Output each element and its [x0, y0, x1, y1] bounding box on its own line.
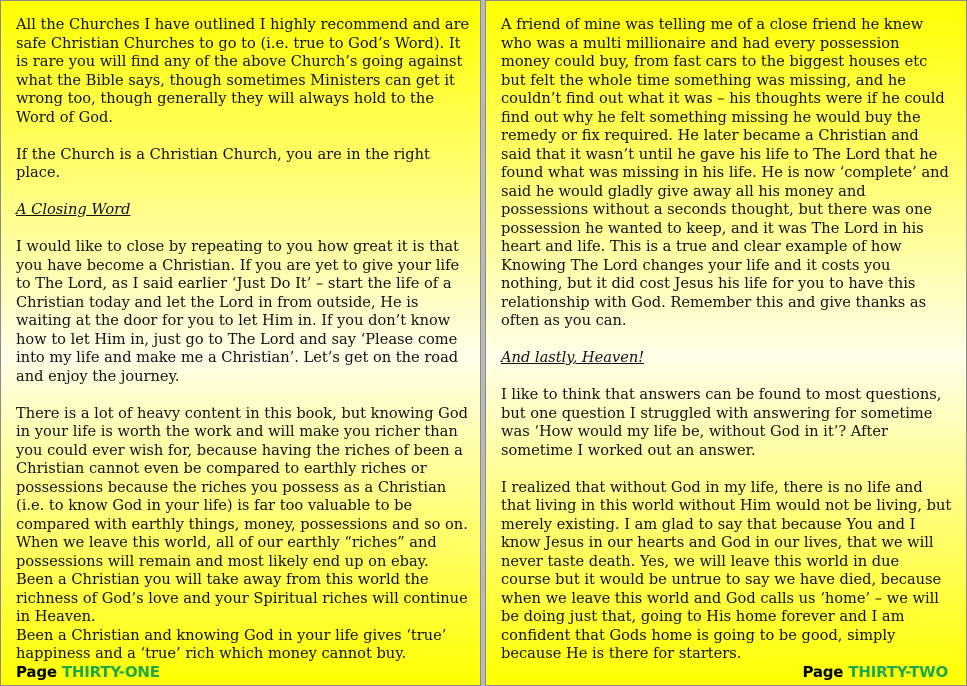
right-page	[485, 0, 967, 686]
right-page-text	[501, 16, 952, 682]
paragraph: Been a Christian and knowing God in your life gives ‘true’ happiness and a ‘true’ rich which money cannot buy.	[16, 626, 447, 662]
paragraph: I realized that without God in my life, there is no life and that living in this world without Him would not be living, but merely existing. I am glad to say that because You and I know Jesus in our hearts and God in our lives, that we will never taste death. Yes, we will leave this world in due course but it would be untrue to say we have died, because when we leave this world and God calls us ‘home’ – we will be doing just that, going to His home forever and I am confident that Gods home is going to be good, simply because He is there for starters.	[501, 478, 952, 662]
page-label: Page	[802, 663, 844, 681]
paragraph: All the Churches I have outlined I highly recommend and are safe Christian Churches to go to (i.e. true to God’s Word). It is rare you will find any of the above Church’s going against what the Bible says, though sometimes Ministers can get it wrong too, though generally they will always hold to the Word of God.	[16, 16, 470, 126]
left-page-text	[16, 16, 470, 682]
section-heading: A Closing Word	[16, 201, 131, 218]
paragraph: A friend of mine was telling me of a close friend he knew who was a multi millionaire and had every possession money could buy, from fast cars to the biggest houses etc but felt the whole time something was missing, and he couldn’t find out what it was – his thoughts were if he could find out why he felt something missing he would buy the remedy or fix required. He later became a Christian and said that it wasn’t until he gave his life to The Lord that he found what was missing in his life. He is now ‘complete’ and said he would gladly give away all his money and possessions without a seconds thought, but there was one possession he wanted to keep, and it was The Lord in his heart and life. This is a true and clear example of how Knowing The Lord changes your life and it costs you nothing, but it did cost Jesus his life for you to have this relationship with God. Remember this and give thanks as often as you can.	[501, 16, 949, 329]
page-label: Page	[16, 663, 57, 681]
paragraph: If the Church is a Christian Church, you are in the right place.	[16, 145, 430, 181]
page-number: THIRTY-TWO	[848, 663, 948, 681]
paragraph: I would like to close by repeating to you how great it is that you have become a Christian. If you are yet to give your life to The Lord, as I said earlier ‘Just Do It’ – start the life of a Christian today and let the Lord in from outside, He is waiting at the door for you to let Him in. If you don’t know how to let Him in, just go to The Lord and say ‘Please come into my life and make me a Christian’. Let’s get on the road and enjoy the journey.	[16, 238, 460, 385]
paragraph: There is a lot of heavy content in this book, but knowing God in your life is worth the work and will make you richer than you could ever wish for, because having the riches of been a Christian cannot even be compared to earthly riches or possessions because the riches you possess as a Christian (i.e. to know God in your life) is far too valuable to be compared with earthly things, money, possessions and so on. When we leave this world, all of our earthly “riches” and possessions will remain and most likely end up on ebay. Been a Christian you will take away from this world the richness of God’s love and your Spiritual riches will continue in Heaven.	[16, 404, 468, 625]
section-heading: And lastly, Heaven!	[501, 349, 645, 366]
page-number: THIRTY-ONE	[61, 663, 160, 681]
paragraph: I like to think that answers can be found to most questions, but one question I struggled with answering for sometime was ‘How would my life be, without God in it’? After sometime I worked out an answer.	[501, 386, 942, 459]
page-number-footer	[16, 663, 160, 681]
page-number-footer	[802, 663, 948, 681]
left-page	[0, 0, 481, 686]
